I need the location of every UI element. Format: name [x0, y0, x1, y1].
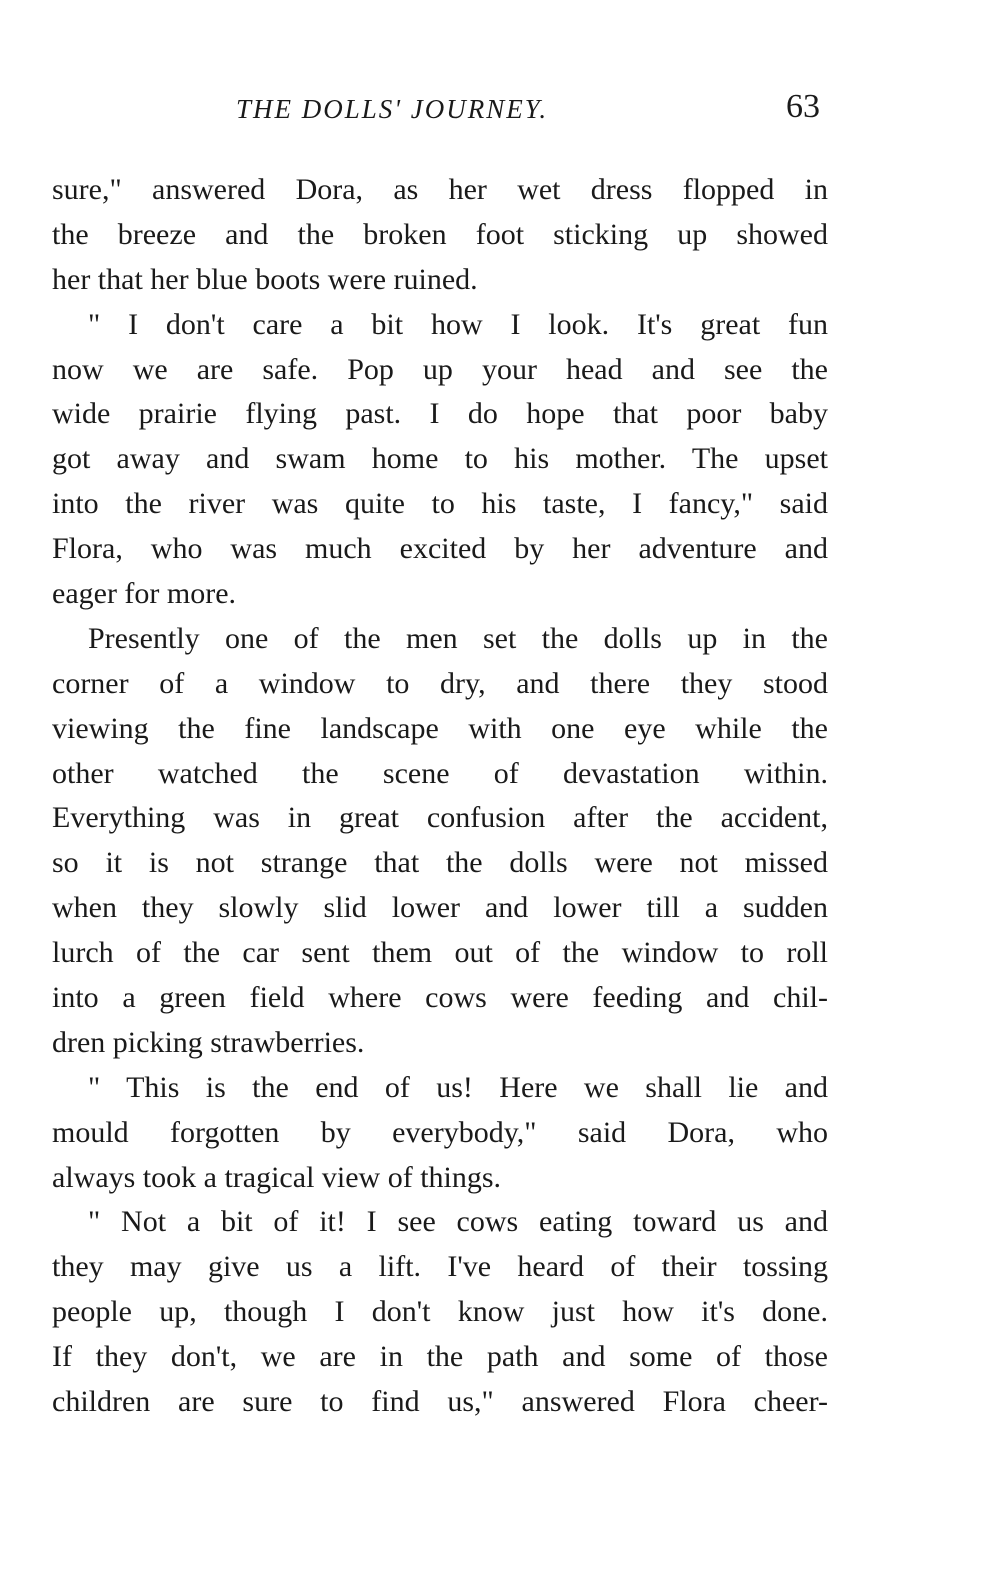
text-line: viewing the fine landscape with one eye while the [52, 711, 828, 745]
text-line: people up, though I don't know just how it's done. [52, 1295, 828, 1329]
body-text [52, 168, 828, 1425]
text-line: " This is the end of us! Here we shall lie and [88, 1070, 828, 1104]
text-line: children are sure to find us," answered Flora cheer- [52, 1385, 828, 1419]
text-line: now we are safe. Pop up your head and see the [52, 352, 828, 386]
text-line: so it is not strange that the dolls were not missed [52, 846, 828, 880]
text-line: Flora, who was much excited by her adventure and [52, 532, 828, 566]
text-line: corner of a window to dry, and there they stood [52, 666, 828, 700]
text-line: sure," answered Dora, as her wet dress flopped in [52, 173, 828, 206]
text-line: Presently one of the men set the dolls up in the [88, 621, 828, 655]
paragraph [52, 168, 828, 303]
paragraph [52, 1200, 828, 1424]
text-line: into the river was quite to his taste, I fancy," said [52, 487, 828, 521]
running-title: THE DOLLS' JOURNEY. [236, 94, 549, 124]
text-line: wide prairie flying past. I do hope that poor baby [52, 397, 828, 431]
text-line: her that her blue boots were ruined. [52, 262, 478, 296]
text-line: If they don't, we are in the path and some of those [52, 1340, 828, 1374]
paragraph [52, 1066, 828, 1201]
text-line: dren picking strawberries. [52, 1025, 365, 1059]
running-head [0, 88, 988, 132]
text-line: Everything was in great confusion after the accident, [52, 801, 828, 835]
text-line: the breeze and the broken foot sticking up showed [52, 217, 828, 251]
paragraph [52, 303, 828, 617]
text-line: other watched the scene of devastation within. [52, 756, 828, 790]
text-line: always took a tragical view of things. [52, 1160, 502, 1194]
text-line: eager for more. [52, 577, 237, 611]
text-line: mould forgotten by everybody," said Dora, who [52, 1115, 828, 1149]
text-line: they may give us a lift. I've heard of their tossing [52, 1250, 828, 1284]
text-line: when they slowly slid lower and lower till a sudden [52, 891, 828, 925]
paragraph [52, 617, 828, 1066]
text-line: lurch of the car sent them out of the window to roll [52, 936, 828, 970]
text-line: " Not a bit of it! I see cows eating toward us and [88, 1205, 828, 1239]
text-line: got away and swam home to his mother. The upset [52, 442, 828, 476]
page-number: 63 [786, 88, 820, 125]
text-line: " I don't care a bit how I look. It's great fun [88, 307, 828, 341]
text-line: into a green field where cows were feeding and chil- [52, 981, 828, 1015]
